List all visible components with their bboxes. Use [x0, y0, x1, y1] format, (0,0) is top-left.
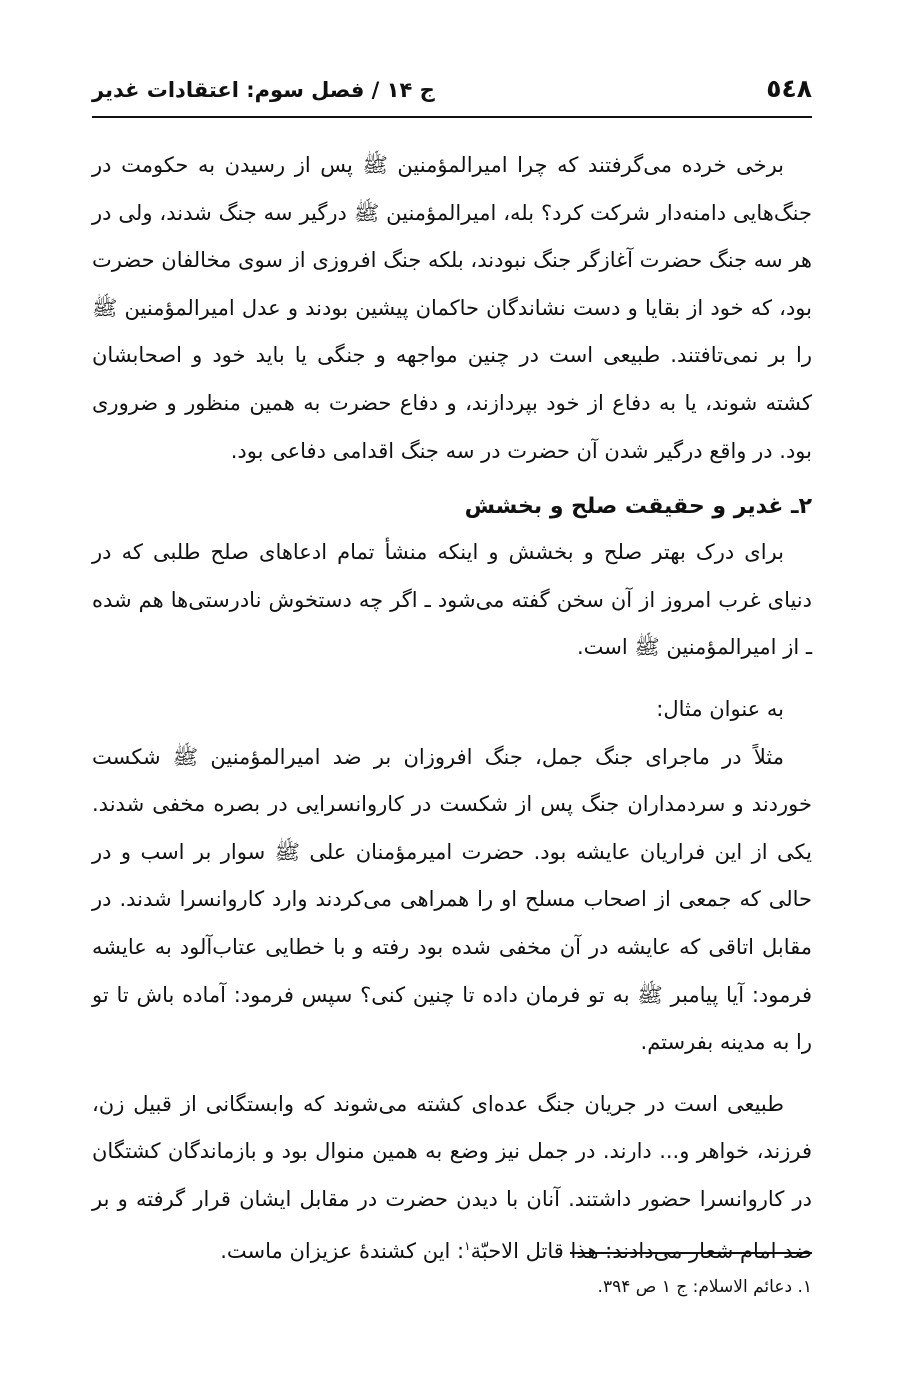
paragraph-5-main: طبیعی است در جریان جنگ عده‌ای کشته می‌شوند که وابستگانی از قبیل زن، فرزند، خواهر و... دارند. در جمل نیز وضع به همین منوال بود و بازماندگان کشتگان در کاروانسرا حضور داشتند. آنان با دیدن حضرت در مقابل ایشان قرار گرفته و بر ضد امام شعار می‌دادند: هذا قاتل الاحبّة	[92, 1091, 812, 1264]
paragraph-2: برای درک بهتر صلح و بخشش و اینکه منشأ تمام ادعاهای صلح طلبی که در دنیای غرب امروز از آن سخن گفته می‌شود ـ اگر چه دستخوش نادرستی‌ها هم شده ـ از امیرالمؤمنین ﷺ است.	[92, 540, 812, 660]
running-title: ج ۱۴ / فصل سوم: اعتقادات غدیر	[92, 78, 435, 102]
page-number: ٥٤٨	[766, 74, 812, 103]
paragraph-4: مثلاً در ماجرای جنگ جمل، جنگ افروزان بر ضد امیرالمؤمنین ﷺ شکست خوردند و سردمداران جنگ پس از شکست در کاروانسرایی در بصره مخفی شدند. یکی از این فراریان عایشه بود. حضرت امیرمؤمنان علی ﷺ سوار بر اسب و در حالی که جمعی از اصحاب مسلح او را همراهی می‌کردند وارد کاروانسرا شدند. در مقابل اتاقی که عایشه در آن مخفی شده بود رفته و با خطایی عتاب‌آلود به عایشه فرمود: آیا پیامبر ﷺ به تو فرمان داده تا چنین کنی؟ سپس فرمود: آماده باش تا تو را به مدینه بفرستم.	[92, 744, 812, 1055]
paragraph-5-tail: : این کشندهٔ عزیزان ماست.	[220, 1239, 465, 1264]
footnote-reference[interactable]: ۱	[464, 1239, 471, 1254]
paragraph-3: به عنوان مثال:	[656, 696, 784, 721]
footnote: ۱. دعائم الاسلام: ج ۱ ص ۳۹۴.	[597, 1277, 812, 1297]
footnote-separator	[570, 1252, 812, 1254]
page-header	[92, 72, 812, 118]
paragraph-1: برخی خرده می‌گرفتند که چرا امیرالمؤمنین ﷺ پس از رسیدن به حکومت در جنگ‌هایی دامنه‌دار شرکت کرد؟ بله، امیرالمؤمنین ﷺ درگیر سه جنگ شدند، ولی در هر سه جنگ حضرت آغازگر جنگ نبودند، بلکه جنگ افروزی از سوی مخالفان حضرت بود، که خود از بقایا و دست نشاندگان حاکمان پیشین بودند و عدل امیرالمؤمنین ﷺ را بر نمی‌تافتند. طبیعی است در چنین مواجهه و جنگی یا باید خود و اصحابشان کشته شوند، یا به دفاع از خود بپردازند، و دفاع حضرت به همین منظور و ضروری بود. در واقع درگیر شدن آن حضرت در سه جنگ اقدامی دفاعی بود.	[92, 153, 812, 463]
paragraph-5	[92, 1081, 812, 1276]
section-heading: ۲ـ غدیر و حقیقت صلح و بخشش	[464, 494, 812, 520]
body-text	[92, 142, 812, 1276]
